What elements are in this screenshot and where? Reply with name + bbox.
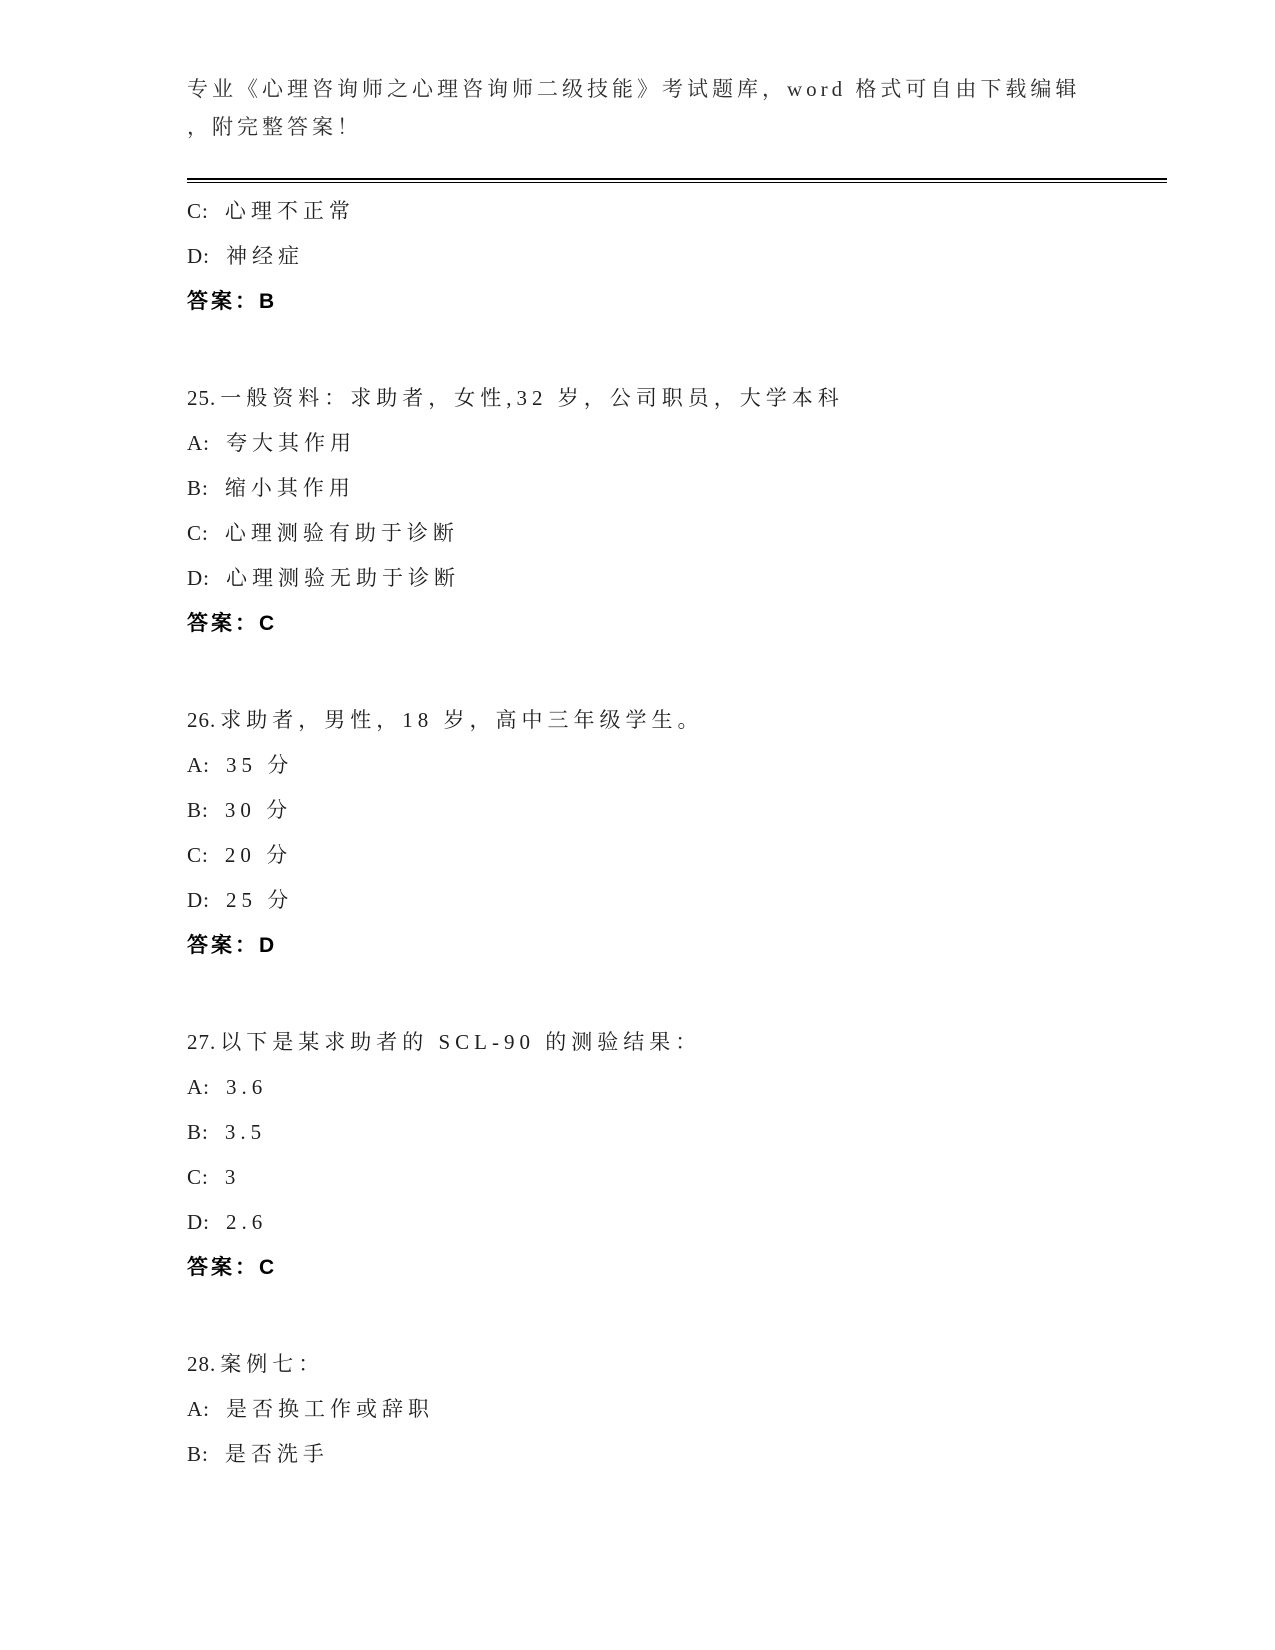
option-line	[187, 234, 1167, 279]
option-line	[187, 788, 1167, 833]
option-text: 是否洗手	[224, 1442, 329, 1466]
option-label: D:	[187, 244, 210, 268]
question-stem	[187, 698, 1167, 743]
option-text: 20 分	[224, 843, 293, 867]
option-label: C:	[187, 1165, 209, 1189]
option-line	[187, 1432, 1167, 1477]
option-label: C:	[187, 521, 209, 545]
answer-label: 答案：	[187, 612, 259, 635]
option-line	[187, 1387, 1167, 1432]
question-text: 求助者，男性，18 岁，高中三年级学生。	[220, 708, 704, 732]
option-label: B:	[187, 798, 209, 822]
option-line	[187, 1155, 1167, 1200]
option-line	[187, 833, 1167, 878]
option-text: 神经症	[226, 244, 304, 268]
option-line	[187, 421, 1167, 466]
question-stem	[187, 1342, 1167, 1387]
answer-value: C	[259, 612, 278, 635]
header-line-1: 专业《心理咨询师之心理咨询师二级技能》考试题库，word 格式可自由下载编辑	[187, 77, 1081, 101]
option-text: 夸大其作用	[226, 431, 356, 455]
option-label: B:	[187, 1442, 209, 1466]
option-line	[187, 556, 1167, 601]
option-label: B:	[187, 1120, 209, 1144]
option-line	[187, 189, 1167, 234]
answer-value: D	[259, 934, 278, 957]
option-text: 25 分	[226, 888, 294, 912]
option-text: 3	[224, 1165, 241, 1189]
answer-line	[187, 601, 1167, 646]
option-text: 30 分	[224, 798, 293, 822]
answer-label: 答案：	[187, 934, 259, 957]
question-number: 28.	[187, 1352, 217, 1376]
question-stem	[187, 376, 1167, 421]
option-line	[187, 511, 1167, 556]
option-text: 心理不正常	[224, 199, 355, 223]
question-text: 以下是某求助者的 SCL-90 的测验结果：	[220, 1030, 702, 1054]
option-text: 3.6	[226, 1075, 268, 1099]
option-text: 35 分	[226, 753, 294, 777]
option-text: 心理测验有助于诊断	[224, 521, 459, 545]
option-line	[187, 1065, 1167, 1110]
option-text: 心理测验无助于诊断	[226, 566, 460, 590]
option-label: D:	[187, 566, 210, 590]
question-text: 一般资料：求助者，女性,32 岁，公司职员，大学本科	[220, 386, 844, 410]
answer-value: B	[259, 290, 278, 313]
option-text: 3.5	[224, 1120, 267, 1144]
option-label: A:	[187, 1397, 210, 1421]
header-line-2: ，附完整答案！	[187, 115, 362, 139]
answer-label: 答案：	[187, 290, 259, 313]
answer-label: 答案：	[187, 1256, 259, 1279]
option-text: 2.6	[226, 1210, 268, 1234]
question-text: 案例七：	[220, 1352, 325, 1376]
option-label: A:	[187, 1075, 210, 1099]
answer-line	[187, 1245, 1167, 1290]
option-line	[187, 743, 1167, 788]
option-text: 是否换工作或辞职	[226, 1397, 434, 1421]
option-line	[187, 1200, 1167, 1245]
question-number: 26.	[187, 708, 217, 732]
answer-line	[187, 279, 1167, 324]
answer-line	[187, 923, 1167, 968]
document-body	[187, 183, 1167, 1477]
option-label: C:	[187, 199, 209, 223]
option-label: D:	[187, 1210, 210, 1234]
option-label: A:	[187, 753, 210, 777]
question-stem	[187, 1020, 1167, 1065]
option-label: C:	[187, 843, 209, 867]
option-label: A:	[187, 431, 210, 455]
option-line	[187, 1110, 1167, 1155]
option-label: B:	[187, 476, 209, 500]
option-line	[187, 878, 1167, 923]
question-number: 27.	[187, 1030, 217, 1054]
answer-value: C	[259, 1256, 278, 1279]
document-header	[187, 70, 1167, 183]
option-line	[187, 466, 1167, 511]
option-label: D:	[187, 888, 210, 912]
question-number: 25.	[187, 386, 217, 410]
option-text: 缩小其作用	[224, 476, 355, 500]
